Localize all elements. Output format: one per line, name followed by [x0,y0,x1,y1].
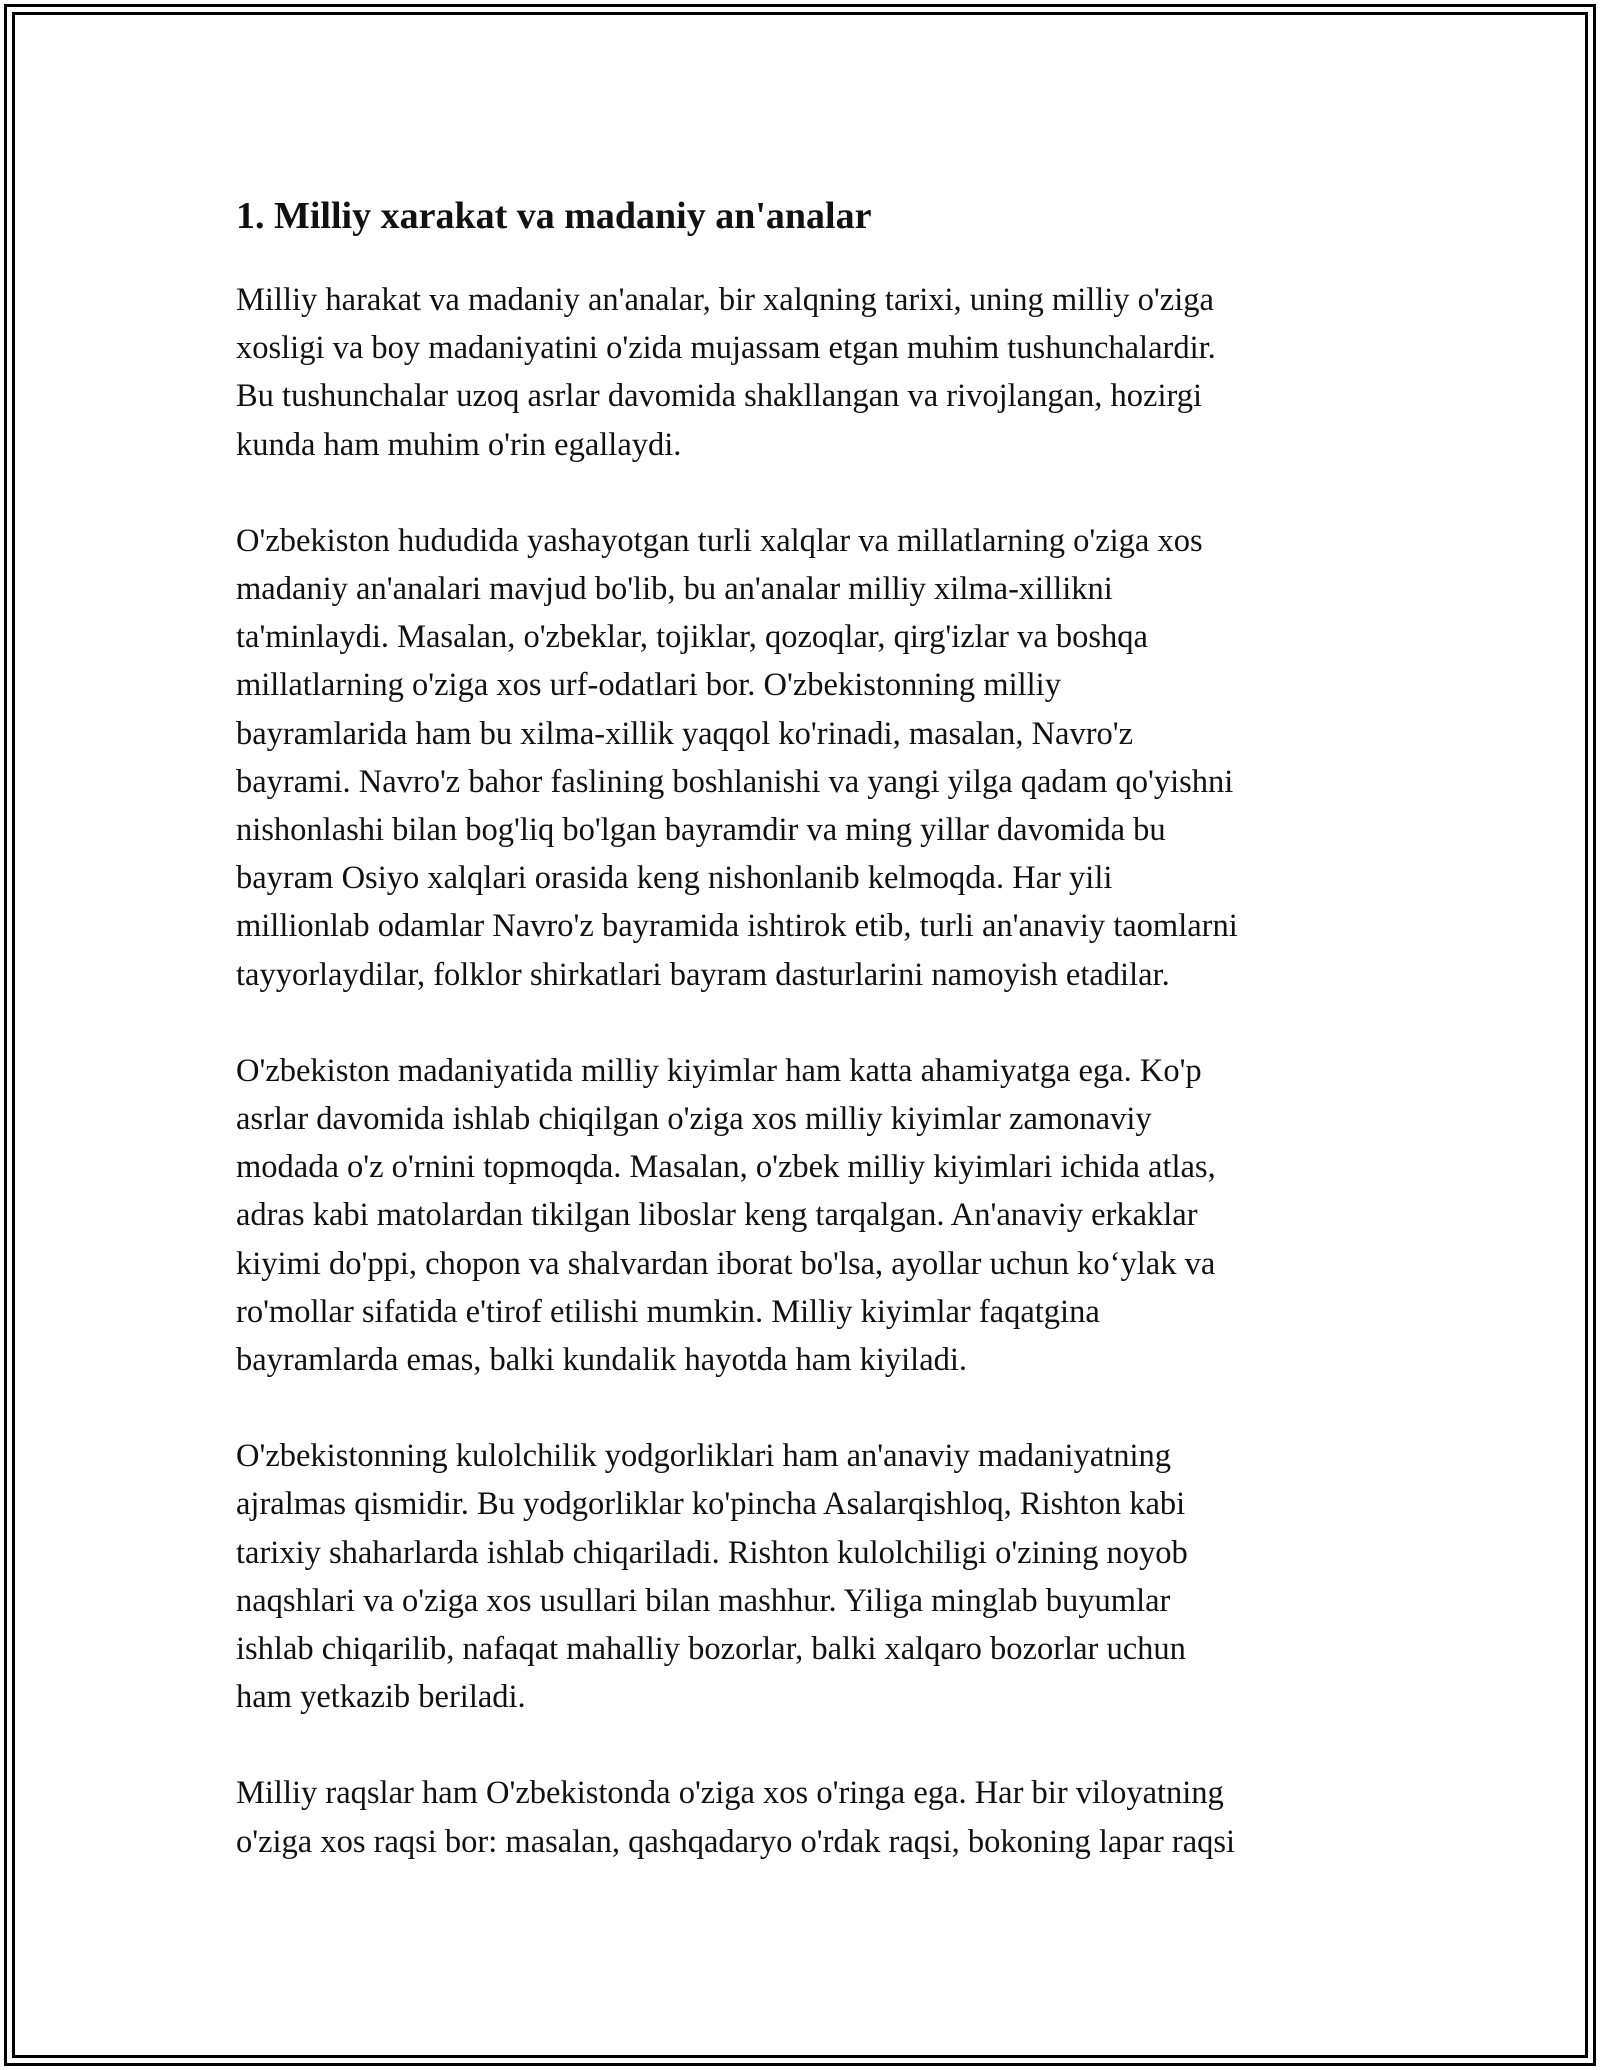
text-line: ro'mollar sifatida e'tirof etilishi mumkin. Milliy kiyimlar faqatgina [236,1293,1100,1330]
text-line: bayrami. Navro'z bahor faslining boshlanishi va yangi yilga qadam qo'yishni [236,763,1234,800]
text-line: Bu tushunchalar uzoq asrlar davomida shakllangan va rivojlangan, hozirgi [236,378,1203,415]
text-line: tayyorlaydilar, folklor shirkatlari bayram dasturlarini namoyish etadilar. [236,956,1170,993]
text-line: bayramlarda emas, balki kundalik hayotda ham kiyiladi. [236,1342,968,1379]
text-line: ajralmas qismidir. Bu yodgorliklar ko'pincha Asalarqishloq, Rishton kabi [236,1486,1186,1523]
text-line: ta'minlaydi. Masalan, o'zbeklar, tojiklar, qozoqlar, qirg'izlar va boshqa [236,619,1148,656]
text-line: O'zbekiston hududida yashayotgan turli xalqlar va millatlarning o'ziga xos [236,522,1203,559]
text-line: xosligi va boy madaniyatini o'zida mujassam etgan muhim tushunchalardir. [236,330,1216,367]
text-line: madaniy an'analari mavjud bo'lib, bu an'analar milliy xilma-xillikni [236,571,1113,608]
text-line: Milliy harakat va madaniy an'analar, bir xalqning tarixi, uning milliy o'ziga [236,282,1214,318]
text-line: O'zbekiston madaniyatida milliy kiyimlar ham katta ahamiyatga ega. Ko'p [236,1052,1202,1089]
text-line: nishonlashi bilan bog'liq bo'lgan bayramdir va ming yillar davomida bu [236,812,1166,849]
text-line: modada o'z o'rnini topmoqda. Masalan, o'zbek milliy kiyimlari ichida atlas, [236,1149,1216,1186]
paragraph-dances [236,1769,1376,1865]
text-line: tarixiy shaharlarda ishlab chiqariladi. Rishton kulolchiligi o'zining noyob [236,1534,1188,1571]
text-line: ishlab chiqarilib, nafaqat mahalliy bozorlar, balki xalqaro bozorlar uchun [236,1631,1186,1668]
document-body [236,188,1376,1914]
text-line: naqshlari va o'ziga xos usullari bilan mashhur. Yiliga minglab buyumlar [236,1582,1171,1619]
section-heading: 1. Milliy xarakat va madaniy an'analar [236,195,872,237]
text-line: kunda ham muhim o'rin egallaydi. [236,426,682,463]
text-line: adras kabi matolardan tikilgan liboslar keng tarqalgan. An'anaviy erkaklar [236,1197,1198,1234]
paragraph-pottery [236,1432,1376,1721]
paragraph-peoples-navruz [236,517,1376,999]
text-line: asrlar davomida ishlab chiqilgan o'ziga xos milliy kiyimlar zamonaviy [236,1101,1152,1138]
text-line: O'zbekistonning kulolchilik yodgorliklari ham an'anaviy madaniyatning [236,1438,1172,1475]
text-line: millatlarning o'ziga xos urf-odatlari bor. O'zbekistonning milliy [236,667,1061,704]
text-line: millionlab odamlar Navro'z bayramida ishtirok etib, turli an'anaviy taomlarni [236,908,1238,945]
text-line: o'ziga xos raqsi bor: masalan, qashqadaryo o'rdak raqsi, bokoning lapar raqsi [236,1823,1236,1860]
text-line: bayramlarida ham bu xilma-xillik yaqqol ko'rinadi, masalan, Navro'z [236,715,1134,752]
text-line: kiyimi do'ppi, chopon va shalvardan iborat bo'lsa, ayollar uchun ko‘ylak va [236,1245,1216,1282]
text-line: ham yetkazib beriladi. [236,1679,526,1716]
text-line: bayram Osiyo xalqlari orasida keng nishonlanib kelmoqda. Har yili [236,860,1113,897]
text-line: Milliy raqslar ham O'zbekistonda o'ziga xos o'ringa ega. Har bir viloyatning [236,1775,1224,1812]
paragraph-national-clothing [236,1047,1376,1384]
paragraph-intro [236,276,1376,469]
